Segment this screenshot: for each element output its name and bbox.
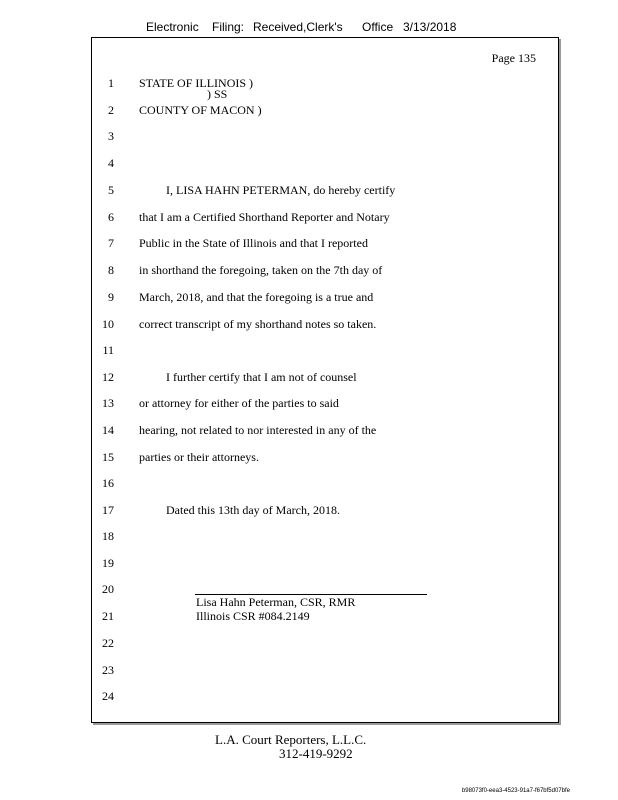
line-number: 8 [108, 263, 114, 277]
line-text: March, 2018, and that the foregoing is a true and [139, 290, 374, 304]
line-number: 19 [102, 556, 114, 570]
line-number: 17 [102, 503, 114, 517]
reporter-phone: 312-419-9292 [279, 746, 353, 761]
line-number: 20 [102, 582, 114, 596]
header-date: 3/13/2018 [403, 20, 457, 34]
line-number: 21 [102, 609, 114, 623]
header-office: Office [362, 20, 394, 34]
line-text: hearing, not related to nor interested in any of the [139, 423, 377, 437]
line-number: 13 [102, 396, 114, 410]
document-id: b98073f0-eea3-4523-91a7-f67bf5d07bfe [461, 788, 570, 794]
page-number: Page 135 [491, 51, 536, 65]
line-number: 2 [108, 103, 114, 117]
line-number: 10 [102, 317, 114, 331]
line-number: 18 [102, 529, 114, 543]
line-number: 24 [102, 689, 114, 703]
line-text: that I am a Certified Shorthand Reporter and Notary [139, 210, 390, 224]
line-number: 23 [102, 663, 114, 677]
line-text: COUNTY OF MACON ) [139, 103, 262, 117]
line-number: 7 [108, 236, 114, 250]
line-number: 9 [108, 290, 114, 304]
line-number: 12 [102, 370, 114, 384]
line-text: correct transcript of my shorthand notes so taken. [139, 317, 377, 331]
line-number: 6 [108, 210, 114, 224]
signature-name: Lisa Hahn Peterman, CSR, RMR [196, 595, 356, 609]
line-text: or attorney for either of the parties to said [139, 396, 339, 410]
line-text: in shorthand the foregoing, taken on the 7th day of [139, 263, 383, 277]
line-number: 1 [108, 76, 114, 90]
line-text: STATE OF ILLINOIS ) [139, 76, 254, 90]
transcript-page [91, 37, 559, 723]
header-received: Received,Clerk's [253, 20, 343, 34]
line-number: 15 [102, 450, 114, 464]
line-text: ) SS [207, 87, 228, 101]
line-text: Public in the State of Illinois and that I reported [139, 236, 368, 250]
line-text: Dated this 13th day of March, 2018. [166, 503, 340, 517]
reporter-company: L.A. Court Reporters, L.L.C. [215, 732, 367, 747]
header-filing: Filing: [212, 20, 245, 34]
line-text: I further certify that I am not of counsel [166, 370, 357, 384]
filing-stamp-header [0, 20, 618, 36]
line-number: 14 [102, 423, 114, 437]
line-number: 22 [102, 636, 114, 650]
line-number: 16 [102, 476, 114, 490]
line-text: parties or their attorneys. [139, 450, 259, 464]
line-number: 3 [108, 129, 114, 143]
line-number: 4 [108, 156, 114, 170]
header-electronic: Electronic [146, 20, 199, 34]
line-text: I, LISA HAHN PETERMAN, do hereby certify [166, 183, 396, 197]
line-number: 5 [108, 183, 114, 197]
line-number: 11 [102, 343, 114, 357]
signature-license: Illinois CSR #084.2149 [196, 609, 310, 623]
